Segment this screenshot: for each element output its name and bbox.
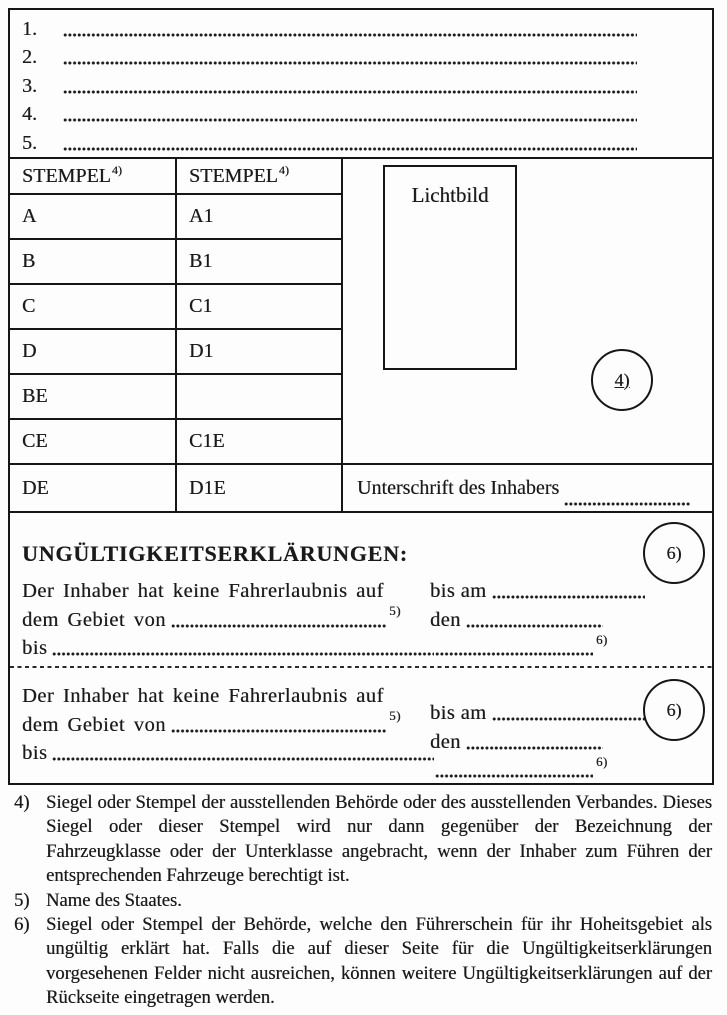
footnote-ref-6: 6) — [596, 753, 608, 769]
dotted-fill-line — [492, 716, 646, 722]
line-number: 2. — [22, 46, 37, 69]
class-cell: D1 — [177, 330, 343, 375]
dotted-fill-line — [435, 773, 593, 779]
dotted-fill-line — [52, 756, 434, 762]
class-cell: D — [10, 330, 177, 375]
territory-line: dem Gebiet von 5) — [22, 603, 401, 631]
dotted-fill-line — [466, 745, 603, 751]
class-cell: CE — [10, 420, 177, 465]
seal-circle-4 — [591, 349, 653, 411]
dotted-fill-line — [63, 146, 637, 152]
footnote-ref-6: 6) — [596, 631, 608, 647]
seal-circle-6-1 — [643, 522, 705, 584]
invalidity-block-2-right — [430, 698, 648, 783]
class-cell: C1 — [177, 285, 343, 330]
footnote-5 — [14, 889, 712, 913]
footnote-marker: 4) — [14, 792, 30, 813]
dashed-divider — [10, 666, 712, 668]
dotted-fill-line — [52, 651, 434, 657]
class-cell: B1 — [177, 240, 343, 285]
footnote-ref-5: 5) — [389, 603, 401, 619]
class-cell: C1E — [177, 420, 343, 465]
class-cell: A1 — [177, 195, 343, 240]
photo-placeholder-label: Lichtbild — [411, 183, 489, 207]
dotted-fill-line — [63, 89, 637, 95]
line-number: 3. — [22, 74, 37, 97]
signature-line — [343, 465, 712, 511]
class-cell: C — [10, 285, 177, 330]
footnote-marker: 6) — [14, 914, 30, 936]
until-line: bis — [22, 633, 437, 661]
dotted-fill-line — [492, 594, 646, 600]
numbered-blank-line — [10, 13, 712, 42]
photo-placeholder-box — [383, 165, 517, 370]
seal-circle-6-1-label: 6) — [666, 542, 682, 563]
valid-until-line: bis am — [430, 698, 648, 726]
class-cell: D1E — [177, 465, 343, 511]
line-number: 4. — [22, 103, 37, 126]
numbered-blank-line — [10, 127, 712, 156]
dotted-fill-line — [466, 623, 603, 629]
dotted-fill-line — [63, 32, 637, 38]
until-line: bis — [22, 738, 437, 766]
class-cell — [177, 375, 343, 420]
footnote-4 — [14, 791, 712, 889]
dotted-fill-line — [435, 651, 593, 657]
invalidity-block-1-right — [430, 576, 648, 661]
seal-circle-6-2 — [643, 679, 705, 741]
class-cell: A — [10, 195, 177, 240]
class-cell: B — [10, 240, 177, 285]
seal-circle-6-2-label: 6) — [666, 699, 682, 720]
numbered-list-section — [10, 13, 712, 156]
signature-label: Unterschrift des Inhabers — [357, 476, 560, 499]
dotted-fill-line — [171, 728, 386, 734]
numbered-blank-line — [10, 70, 712, 99]
footnote-ref-4: 4) — [278, 162, 289, 177]
footnote-ref-4: 4) — [111, 162, 122, 177]
stempel-header-label: STEMPEL$^{4)}$ — [22, 162, 122, 187]
invalidity-block-1-left — [22, 576, 437, 661]
dotted-fill-line — [564, 501, 691, 507]
line-number: 5. — [22, 131, 37, 154]
valid-until-line: bis am — [430, 576, 648, 604]
stempel-table — [10, 157, 712, 513]
date-line: den — [430, 604, 648, 632]
footnote-text: Siegel oder Stempel der Behörde, welche den Führerschein für ihr Hoheitsgebiet als ungültig erklärt hat. Falls die auf dieser Seite für die Ungültigkeitserklärungen vorgesehenen Felder nicht ausreichen, können weitere Ungültigkeitserklärungen auf der Rückseite eingetragen werden. — [46, 914, 712, 1009]
numbered-blank-line — [10, 42, 712, 71]
dotted-fill-line — [63, 60, 637, 66]
footnote-text: Name des Staates. — [46, 889, 182, 911]
invalidity-heading: UNGÜLTIGKEITSERKLÄRUNGEN: — [22, 541, 408, 566]
stempel-header-cell — [10, 159, 177, 195]
footnotes-section — [14, 791, 712, 1011]
footnote-ref-5: 5) — [389, 708, 401, 724]
authority-line — [430, 755, 648, 783]
territory-line: dem Gebiet von 5) — [22, 708, 401, 736]
footnote-marker: 5) — [14, 889, 30, 911]
class-cell: BE — [10, 375, 177, 420]
date-line: den — [430, 726, 648, 754]
dotted-fill-line — [171, 623, 386, 629]
numbered-blank-line — [10, 99, 712, 128]
footnote-6 — [14, 913, 712, 1011]
footnote-text: Siegel oder Stempel der ausstellenden Behörde oder des ausstellenden Verbandes. Dieses Siegel oder dieser Stempel wird nur dann gegenüber der Bezeichnung der Fahrzeugklasse oder der Unterklasse angebracht, wenn der Inhaber zum Führen der entsprechenden Fahrzeuge berechtigt ist. — [46, 792, 712, 887]
class-cell: DE — [10, 465, 177, 511]
line-number: 1. — [22, 17, 37, 40]
stempel-header-label: STEMPEL$^{4)}$ — [189, 162, 289, 187]
authority-line — [430, 633, 648, 661]
no-licence-line: Der Inhaber hat keine Fahrerlaubnis auf — [22, 580, 384, 603]
invalidity-block-2-left — [22, 681, 437, 766]
seal-circle-4-label: 4) — [614, 369, 630, 390]
dotted-fill-line — [63, 117, 637, 123]
stempel-header-cell — [177, 159, 343, 195]
no-licence-line: Der Inhaber hat keine Fahrerlaubnis auf — [22, 685, 384, 708]
